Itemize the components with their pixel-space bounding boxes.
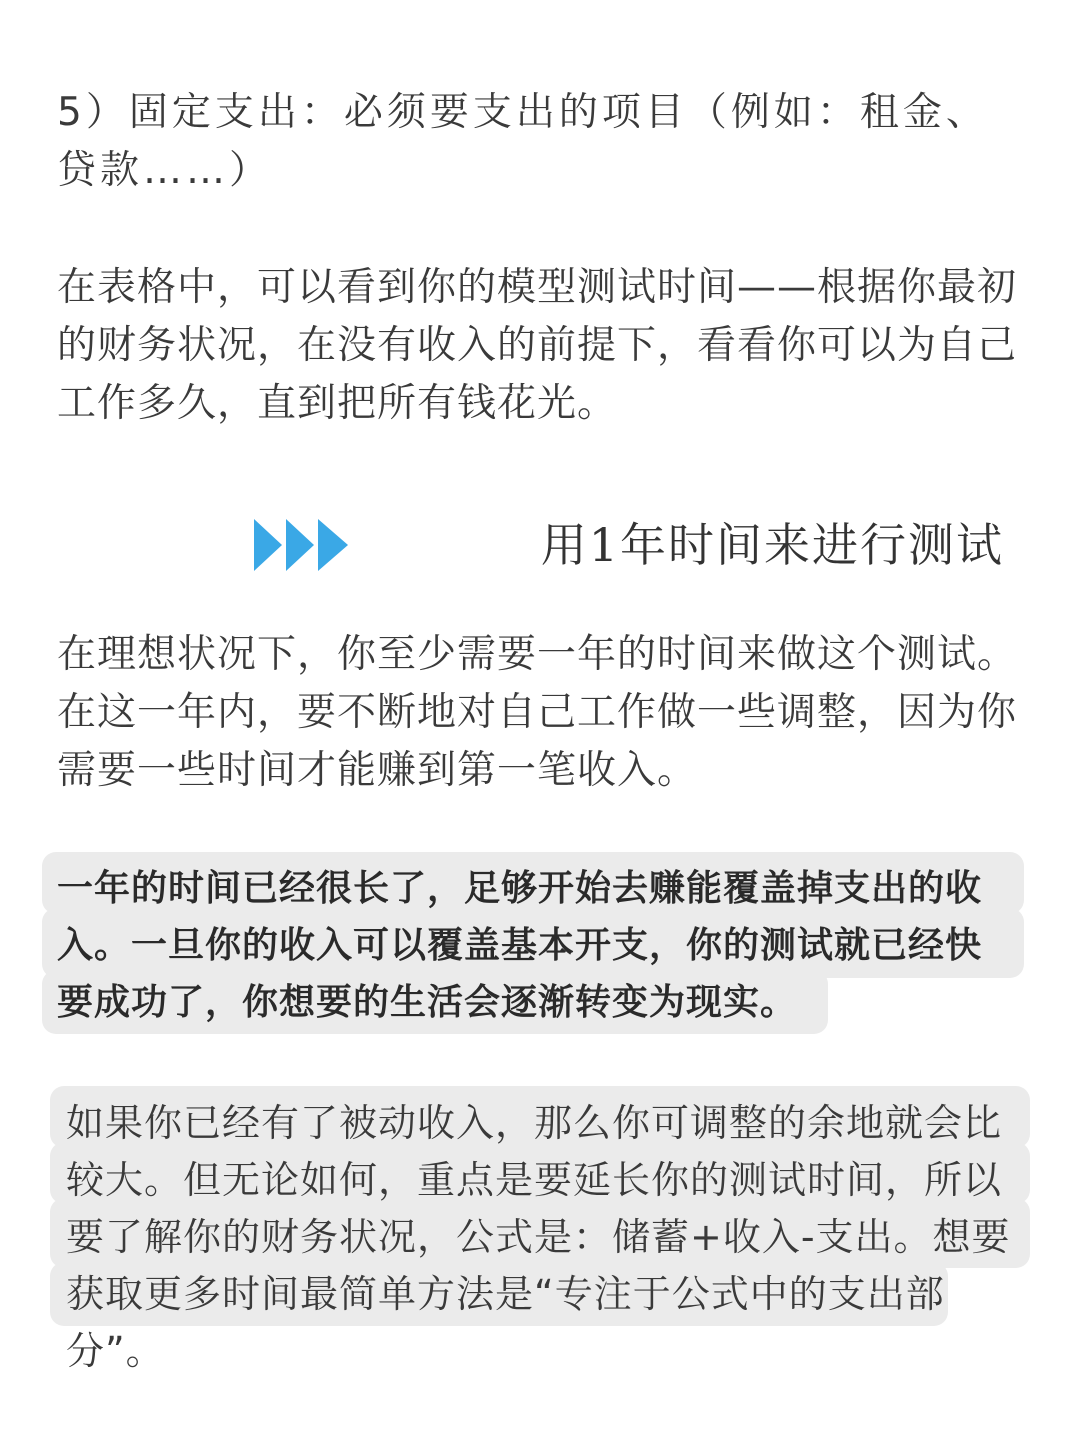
highlight-note-bold: 一年的时间已经很长了，足够开始去赚能覆盖掉支出的收入。一旦你的收入可以覆盖基本开支，你的测试就已经快要成功了，你想要的生活会逐渐转变为现实。 xyxy=(57,868,983,1023)
section-heading xyxy=(0,505,1080,585)
paragraph-fixed-expenses: 5）固定支出：必须要支出的项目（例如：租金、贷款……） xyxy=(57,90,989,193)
paragraph-model-test-time: 在表格中，可以看到你的模型测试时间——根据你最初的财务状况，在没有收入的前提下，看看你可以为自己工作多久，直到把所有钱花光。 xyxy=(57,265,1018,426)
paragraph-ideal-situation: 在理想状况下，你至少需要一年的时间来做这个测试。在这一年内，要不断地对自己工作做一些调整，因为你需要一些时间才能赚到第一笔收入。 xyxy=(57,632,1018,793)
section-heading-text: 用1年时间来进行测试 xyxy=(540,518,1004,572)
highlight-note-plain: 如果你已经有了被动收入，那么你可调整的余地就会比较大。但无论如何，重点是要延长你的测试时间，所以要了解你的财务状况，公式是：储蓄+收入-支出。想要获取更多时间最简单方法是“专注于公式中的支出部分”。 xyxy=(66,1101,1011,1373)
triple-arrow-icon xyxy=(252,517,352,573)
